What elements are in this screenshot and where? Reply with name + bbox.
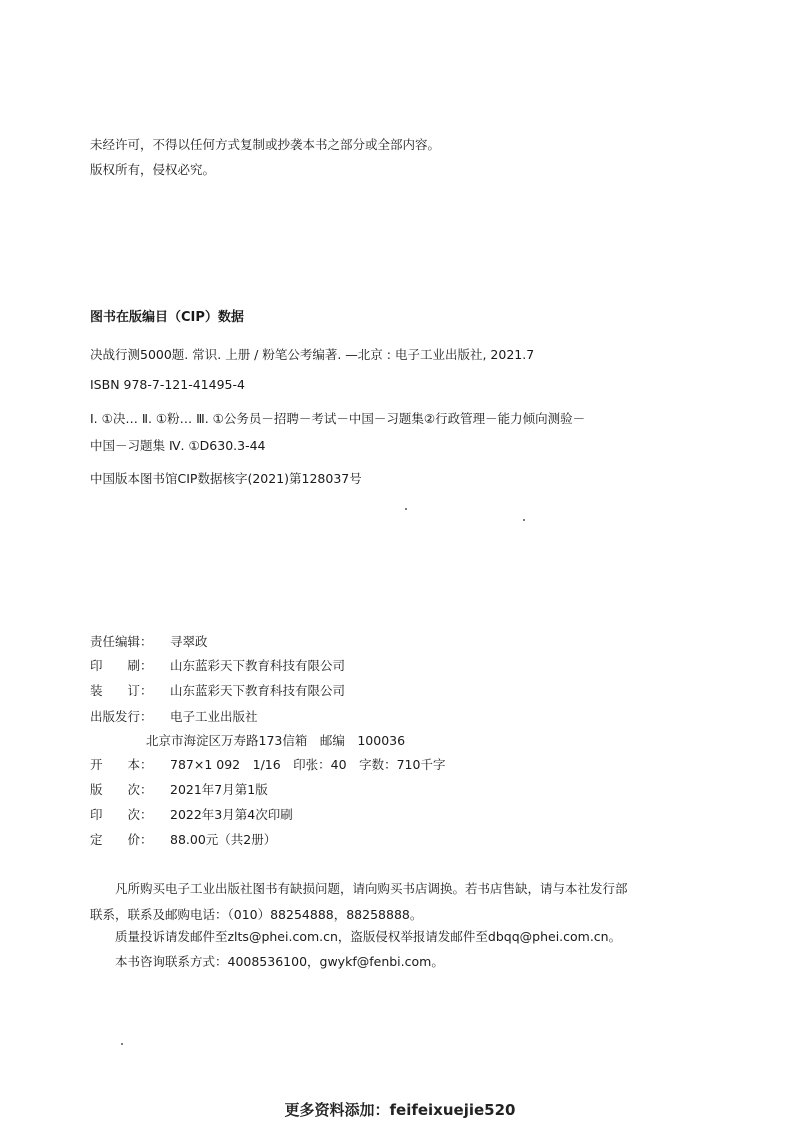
- printer-value: 山东蓝彩天下教育科技有限公司: [170, 658, 346, 673]
- printing-row: [90, 805, 293, 823]
- edition-row: [90, 780, 268, 798]
- printing-label: 印 次：: [90, 807, 153, 822]
- printing-value: 2022年3月第4次印刷: [170, 807, 293, 822]
- cip-subjects-line-1: Ⅰ. ①决… Ⅱ. ①粉… Ⅲ. ①公务员－招聘－考试－中国－习题集②行政管理－能力倾向测验－: [90, 411, 586, 426]
- editor-value: 寻翠政: [170, 634, 208, 649]
- notice-line-3: 质量投诉请发邮件至zlts@phei.com.cn，盗版侵权举报请发邮件至dbqq@phei.com.cn。: [115, 929, 622, 944]
- price-label: 定 价：: [90, 832, 153, 847]
- editor-label: 责任编辑：: [90, 634, 153, 649]
- editor-row: [90, 632, 208, 650]
- scan-speck: [405, 508, 407, 510]
- cip-title: 图书在版编目（CIP）数据: [90, 310, 244, 325]
- cip-subjects-line-2: 中国－习题集 Ⅳ. ①D630.3-44: [90, 438, 266, 453]
- edition-label: 版 次：: [90, 782, 153, 797]
- price-value: 88.00元（共2册）: [170, 832, 277, 847]
- cip-isbn: ISBN 978-7-121-41495-4: [90, 377, 245, 392]
- binder-label: 装 订：: [90, 683, 153, 698]
- price-row: [90, 830, 276, 848]
- copyright-line-2: 版权所有，侵权必究。: [90, 162, 216, 177]
- publisher-value: 电子工业出版社: [170, 709, 258, 724]
- scan-speck: [523, 519, 525, 521]
- publisher-address: 北京市海淀区万寿路173信箱 邮编 100036: [146, 733, 406, 748]
- notice-line-4: 本书咨询联系方式：4008536100，gwykf@fenbi.com。: [115, 954, 444, 969]
- printer-label: 印 刷：: [90, 658, 153, 673]
- publisher-row: [90, 707, 258, 725]
- footer-contact: 更多资料添加：feifeixuejie520: [284, 1101, 516, 1119]
- copyright-line-1: 未经许可，不得以任何方式复制或抄袭本书之部分或全部内容。: [90, 137, 441, 152]
- cip-book-line: 决战行测5000题. 常识. 上册 / 粉笔公考编著. —北京 : 电子工业出版社, 2021.7: [90, 347, 535, 362]
- format-label: 开 本：: [90, 757, 153, 772]
- format-value: 787×1 092 1/16 印张：40 字数：710千字: [170, 757, 446, 772]
- notice-line-1: 凡所购买电子工业出版社图书有缺损问题，请向购买书店调换。若书店售缺，请与本社发行部: [115, 881, 628, 896]
- format-row: [90, 755, 445, 773]
- scan-speck: [121, 1043, 123, 1045]
- printer-row: [90, 656, 345, 674]
- binder-row: [90, 681, 345, 699]
- publisher-label: 出版发行：: [90, 709, 153, 724]
- notice-line-2: 联系，联系及邮购电话：（010）88254888，88258888。: [90, 907, 423, 922]
- binder-value: 山东蓝彩天下教育科技有限公司: [170, 683, 346, 698]
- cip-verification: 中国版本图书馆CIP数据核字(2021)第128037号: [90, 471, 362, 486]
- edition-value: 2021年7月第1版: [170, 782, 268, 797]
